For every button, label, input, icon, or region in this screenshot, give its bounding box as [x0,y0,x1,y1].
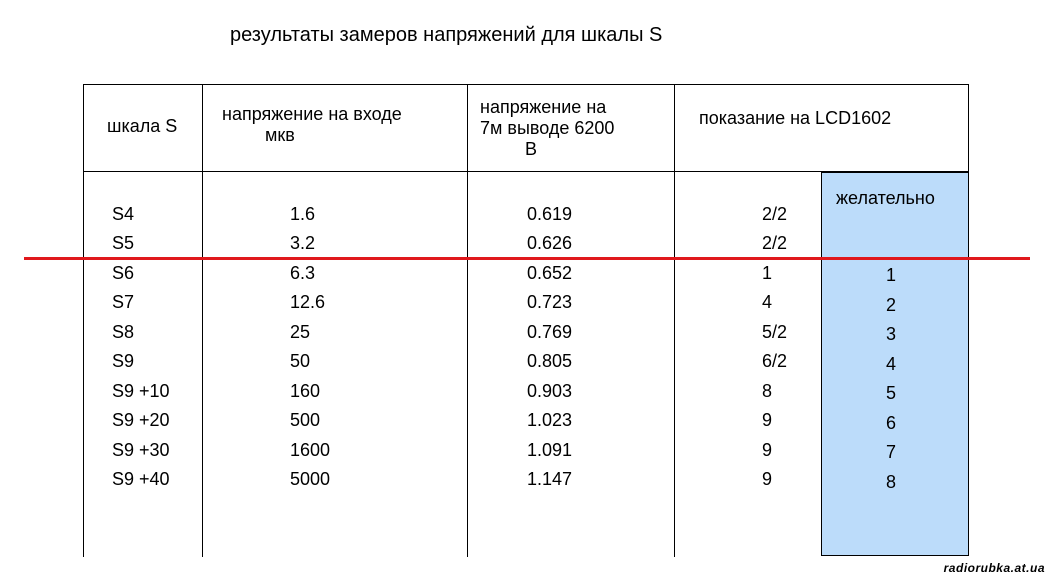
cell-desired: 3 [886,324,897,344]
cell-input: 1600 [290,440,331,460]
cell-scale: S9 [112,351,135,371]
cell-lcd: 6/2 [762,351,788,371]
cell-input: 50 [290,351,311,371]
cell-input: 500 [290,410,321,430]
cell-desired: 1 [886,265,897,285]
document-title: результаты замеров напряжений для шкалы S [230,24,663,46]
cell-scale: S8 [112,322,135,342]
header-input-voltage-line1: напряжение на входе [222,104,402,124]
header-lcd-reading: показание на LCD1602 [699,108,892,128]
header-output-voltage-line3: В [525,139,538,159]
cell-scale: S4 [112,204,135,224]
header-output-voltage [480,97,614,160]
header-output-voltage-line2: 7м выводе 6200 [480,118,615,138]
watermark: radiorubka.at.ua [943,561,1045,575]
header-scale: шкала S [107,116,178,136]
cell-desired: 4 [886,354,897,374]
header-input-voltage [222,104,402,146]
cell-input: 6.3 [290,263,316,283]
header-output-voltage-line1: напряжение на [480,97,607,117]
cell-output: 1.091 [527,440,573,460]
cell-scale: S5 [112,233,135,253]
cell-output: 1.023 [527,410,573,430]
cell-scale: S7 [112,292,135,312]
cell-desired: 8 [886,472,897,492]
cell-desired: 5 [886,383,897,403]
red-marker-line [24,257,1030,260]
cell-lcd: 9 [762,410,773,430]
cell-output: 0.626 [527,233,573,253]
cell-input: 3.2 [290,233,316,253]
cell-lcd: 5/2 [762,322,788,342]
cell-output: 0.903 [527,381,573,401]
cell-lcd: 4 [762,292,773,312]
col-border-5 [968,84,969,172]
cell-lcd: 2/2 [762,204,788,224]
cell-input: 25 [290,322,311,342]
cell-scale: S9 +20 [112,410,170,430]
header-desired: желательно [836,188,935,208]
cell-desired: 2 [886,295,897,315]
cell-scale: S9 +40 [112,469,170,489]
cell-lcd: 8 [762,381,773,401]
cell-output: 0.652 [527,263,573,283]
cell-output: 0.619 [527,204,573,224]
cell-lcd: 1 [762,263,773,283]
cell-desired: 7 [886,442,897,462]
cell-lcd: 2/2 [762,233,788,253]
cell-input: 12.6 [290,292,326,312]
cell-lcd: 9 [762,469,773,489]
cell-desired: 6 [886,413,897,433]
cell-input: 5000 [290,469,331,489]
cell-input: 1.6 [290,204,316,224]
header-input-voltage-line2: мкв [265,125,295,145]
cell-scale: S9 +10 [112,381,170,401]
cell-output: 0.769 [527,322,573,342]
cell-output: 1.147 [527,469,573,489]
cell-scale: S6 [112,263,135,283]
table-top-border [83,84,969,85]
cell-input: 160 [290,381,321,401]
cell-output: 0.723 [527,292,573,312]
cell-output: 0.805 [527,351,573,371]
table-row [0,203,1051,232]
cell-scale: S9 +30 [112,440,170,460]
cell-lcd: 9 [762,440,773,460]
